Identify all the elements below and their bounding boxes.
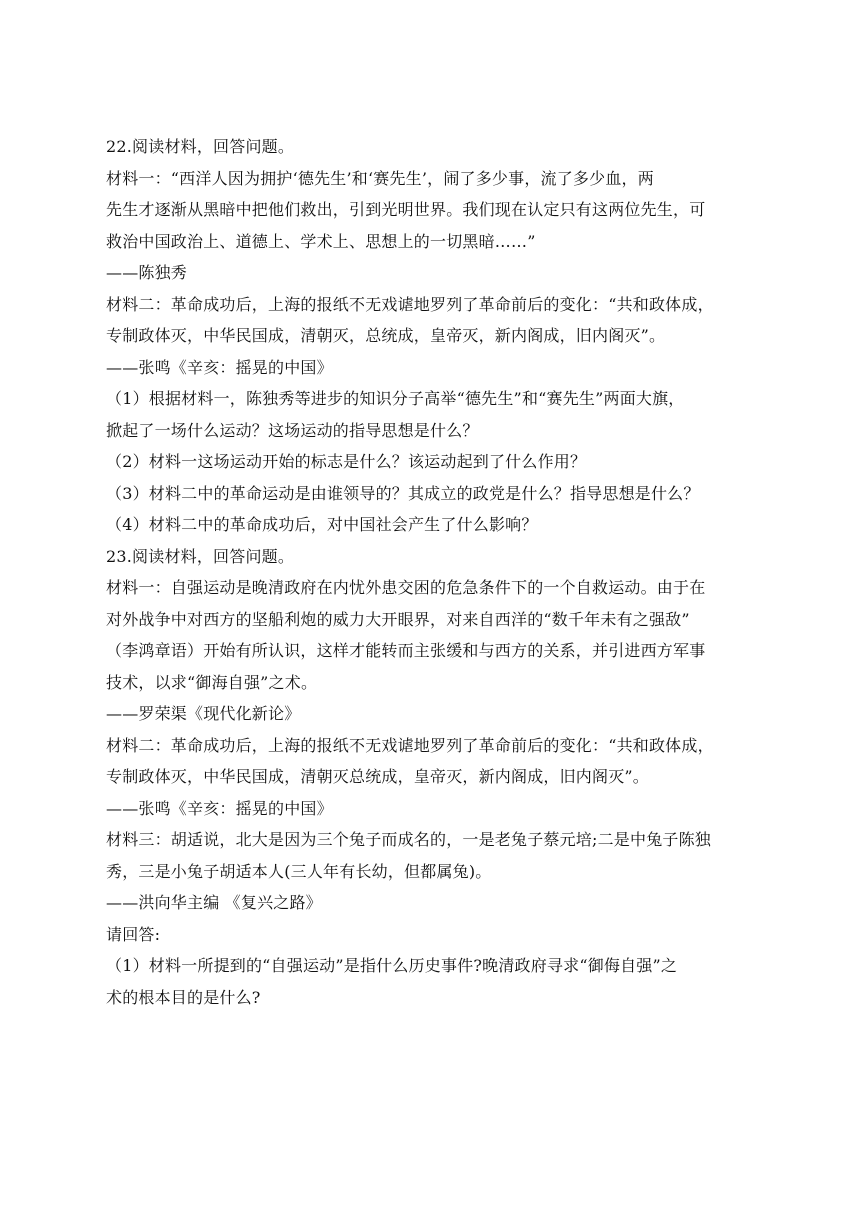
q22-material-1-line-2: 先生才逐渐从黑暗中把他们救出，引到光明世界。我们现在认定只有这两位先生，可 bbox=[106, 200, 706, 219]
q22-sub-1-line-1: （1）根据材料一，陈独秀等进步的知识分子高举“德先生”和“赛先生”两面大旗， bbox=[106, 389, 685, 408]
q23-material-2-line-1: 材料二：革命成功后，上海的报纸不无戏谑地罗列了革命前后的变化：“共和政体成， bbox=[106, 735, 714, 755]
q23-material-1-line-4: 技术，以求“御海自强”之术。 bbox=[106, 672, 318, 692]
q22-material-2-line-2: 专制政体灭，中华民国成，清朝灭，总统成，皇帝灭，新内阁成，旧内阁灭”。 bbox=[106, 326, 666, 345]
q22-sub-1-line-2: 掀起了一场什么运动？这场运动的指导思想是什么？ bbox=[106, 420, 479, 440]
q22-material-1-line-1: 材料一：“西洋人因为拥护‘德先生’和‘赛先生’，闹了多少事，流了多少血，两 bbox=[106, 168, 654, 188]
q23-material-1-line-3: （李鸿章语）开始有所认识，这样才能转而主张缓和与西方的关系，并引进西方军事 bbox=[106, 641, 706, 660]
question-23-heading: 23.阅读材料，回答问题。 bbox=[106, 546, 295, 566]
q22-material-2-source: ——张鸣《辛亥：摇晃的中国》 bbox=[106, 357, 333, 377]
q23-material-3-source: ——洪向华主编 《复兴之路》 bbox=[106, 893, 322, 912]
q23-material-3-line-1: 材料三：胡适说，北大是因为三个兔子而成名的，一是老兔子蔡元培;二是中兔子陈独 bbox=[106, 830, 711, 849]
q23-material-1-line-1: 材料一：自强运动是晚清政府在内忧外患交困的危急条件下的一个自救运动。由于在 bbox=[106, 578, 706, 597]
q23-material-1-line-2: 对外战争中对西方的坚船利炮的威力大开眼界，对来自西洋的“数千年未有之强敌” bbox=[106, 609, 690, 629]
q22-sub-4: （4）材料二中的革命成功后，对中国社会产生了什么影响？ bbox=[106, 515, 538, 534]
q23-sub-1-line-1: （1）材料一所提到的“自强运动”是指什么历史事件?晚清政府寻求“御侮自强”之 bbox=[106, 956, 678, 975]
q23-prompt: 请回答: bbox=[106, 924, 161, 944]
q23-material-2-line-2: 专制政体灭，中华民国成，清朝灭总统成，皇帝灭，新内阁成，旧内阁灭”。 bbox=[106, 767, 649, 786]
q23-material-1-source: ——罗荣渠《现代化新论》 bbox=[106, 704, 301, 723]
q22-sub-2: （2）材料一这场运动开始的标志是什么？该运动起到了什么作用？ bbox=[106, 452, 587, 471]
question-22-heading: 22.阅读材料，回答问题。 bbox=[106, 137, 295, 156]
q22-material-2-line-1: 材料二：革命成功后，上海的报纸不无戏谑地罗列了革命前后的变化：“共和政体成， bbox=[106, 294, 714, 314]
q22-sub-3: （3）材料二中的革命运动是由谁领导的？其成立的政党是什么？指导思想是什么？ bbox=[106, 483, 700, 503]
q23-sub-1-line-2: 术的根本目的是什么? bbox=[106, 987, 261, 1007]
q22-material-1-line-3: 救治中国政治上、道德上、学术上、思想上的一切黑暗……” bbox=[106, 231, 536, 251]
q23-material-2-source: ——张鸣《辛亥：摇晃的中国》 bbox=[106, 798, 333, 818]
q23-material-3-line-2: 秀，三是小兔子胡适本人(三人年有长幼，但都属兔)。 bbox=[106, 861, 492, 881]
q22-material-1-source: ——陈独秀 bbox=[106, 263, 188, 282]
